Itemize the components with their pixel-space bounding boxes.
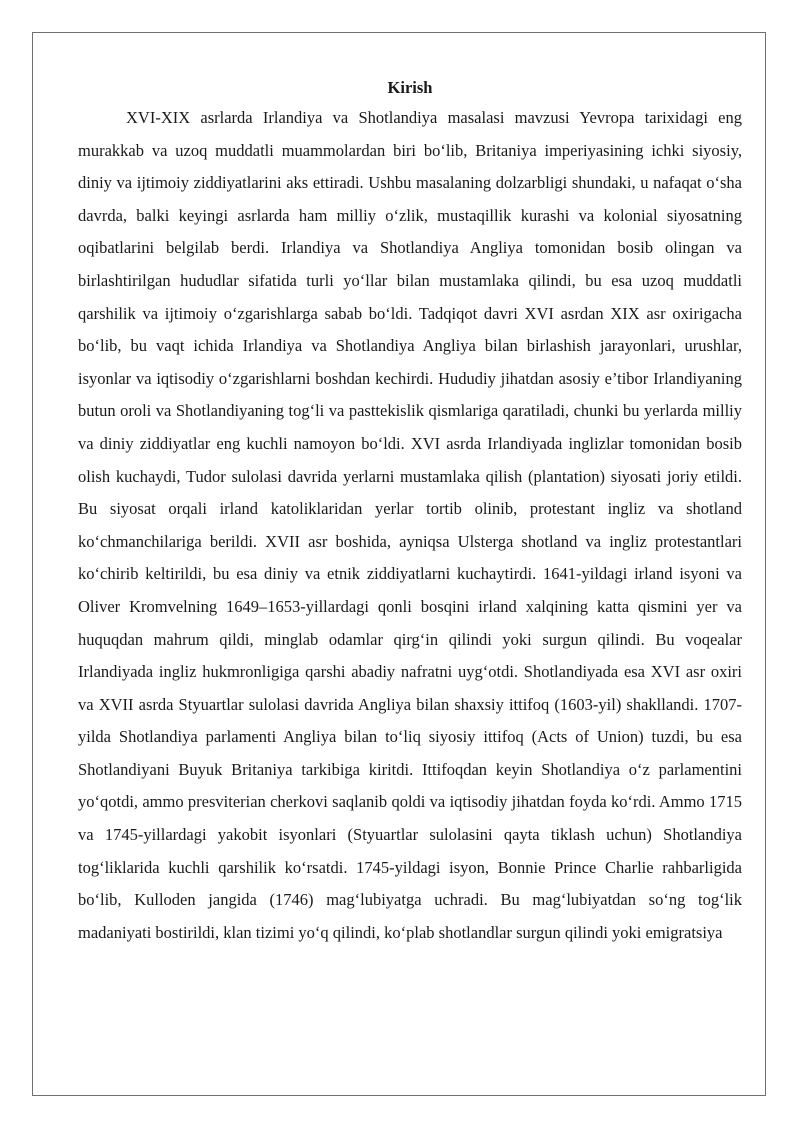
section-title: Kirish (387, 78, 433, 97)
body-paragraph: XVI-XIX asrlarda Irlandiya va Shotlandiya masalasi mavzusi Yevropa tarixidagi eng murakkab va uzoq muddatli muammolardan biri bo‘lib, Britaniya imperiyasining ichki siyosiy, diniy va ijtimoiy ziddiyatlarini aks ettiradi. Ushbu masalaning dolzarbligi shundaki, u nafaqat o‘sha davrda, balki keyingi asrlarda ham milliy o‘zlik, mustaqillik kurashi va kolonial siyosatning oqibatlarini belgilab berdi. Irlandiya va Shotlandiya Angliya tomonidan bosib olingan va birlashtirilgan hududlar sifatida turli yo‘llar bilan mustamlaka qilindi, bu esa uzoq muddatli qarshilik va ijtimoiy o‘zgarishlarga sabab bo‘ldi. Tadqiqot davri XVI asrdan XIX asr oxirigacha bo‘lib, bu vaqt ichida Irlandiya va Shotlandiya Angliya bilan birlashish jarayonlari, urushlar, isyonlar va iqtisodiy o‘zgarishlarni boshdan kechirdi. Hududiy jihatdan asosiy e’tibor Irlandiyaning butun oroli va Shotlandiyaning tog‘li va pasttekislik qismlariga qaratiladi, chunki bu yerlarda milliy va diniy ziddiyatlar eng kuchli namoyon bo‘ldi. XVI asrda Irlandiyada inglizlar tomonidan bosib olish kuchaydi, Tudor sulolasi davrida yerlarni mustamlaka qilish (plantation) siyosati joriy etildi. Bu siyosat orqali irland katoliklaridan yerlar tortib olinib, protestant ingliz va shotland ko‘chmanchilariga berildi. XVII asr boshida, ayniqsa Ulsterga shotland va ingliz protestantlari ko‘chirib keltirildi, bu esa diniy va etnik ziddiyatlarni kuchaytirdi. 1641-yildagi irland isyoni va Oliver Kromvelning 1649–1653-yillardagi qonli bosqini irland xalqining katta qismini yer va huquqdan mahrum qildi, minglab odamlar qirg‘in qilindi yoki surgun qilindi. Bu voqealar Irlandiyada ingliz hukmronligiga qarshi abadiy nafratni uyg‘otdi. Shotlandiyada esa XVI asr oxiri va XVII asrda Styuartlar sulolasi davrida Angliya bilan shaxsiy ittifoq (1603-yil) shakllandi. 1707-yilda Shotlandiya parlamenti Angliya bilan to‘liq siyosiy ittifoq (Acts of Union) tuzdi, bu esa Shotlandiyani Buyuk Britaniya tarkibiga kiritdi. Ittifoqdan keyin Shotlandiya o‘z parlamentini yo‘qotdi, ammo presviterian cherkovi saqlanib qoldi va iqtisodiy jihatdan foyda ko‘rdi. Ammo 1715 va 1745-yillardagi yakobit isyonlari (Styuartlar sulolasini qayta tiklash uchun) Shotlandiya tog‘liklarida kuchli qarshilik ko‘rsatdi. 1745-yildagi isyon, Bonnie Prince Charlie rahbarligida bo‘lib, Kulloden jangida (1746) mag‘lubiyatga uchradi. Bu mag‘lubiyatdan so‘ng tog‘lik madaniyati bostirildi, klan tizimi yo‘q qilindi, ko‘plab shotlandlar surgun qilindi yoki emigratsiya (78, 108, 742, 942)
document-content (78, 74, 742, 949)
